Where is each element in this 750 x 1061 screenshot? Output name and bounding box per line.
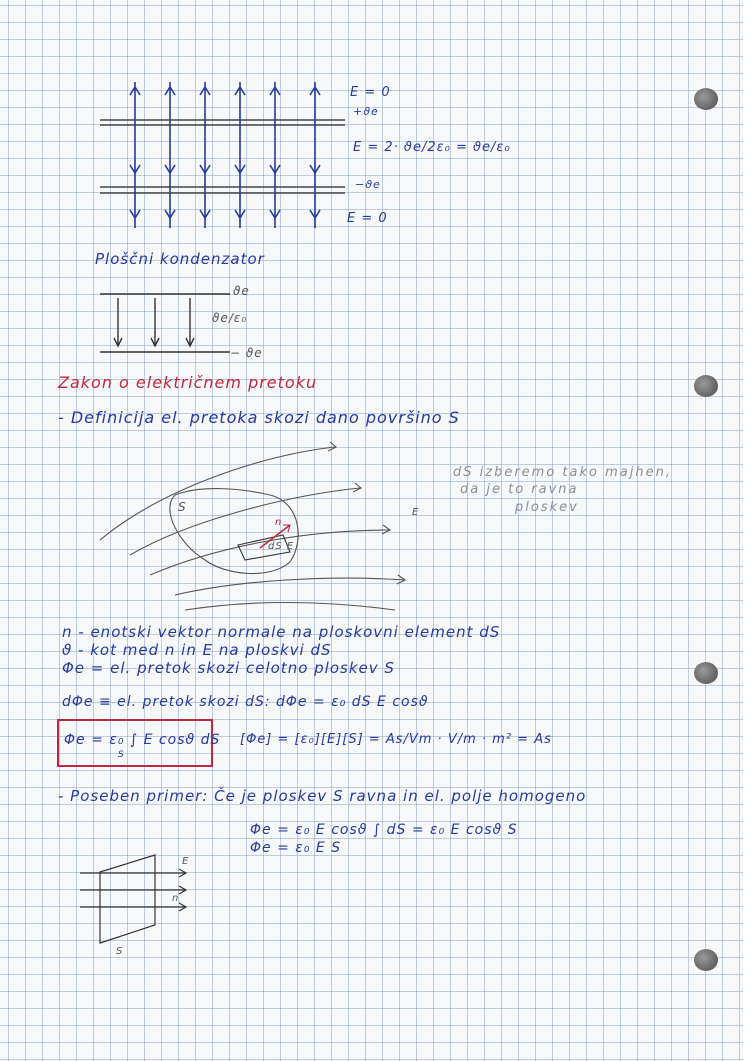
definition-theta: ϑ - kot med n in E na ploskvi dS bbox=[62, 641, 332, 659]
capacitor-diagram bbox=[100, 294, 230, 352]
e-zero-bottom-label: E = 0 bbox=[347, 211, 388, 226]
side-note-line-1: dS izberemo tako majhen, bbox=[453, 465, 672, 480]
definition-phi: Φe = el. pretok skozi celotno ploskev S bbox=[62, 659, 395, 677]
plus-charge-label: +ϑe bbox=[353, 105, 379, 118]
dphi-line: dΦe ≡ el. pretok skozi dS: dΦe = ε₀ dS E cosϑ bbox=[62, 694, 429, 710]
special-case-line: - Poseben primer: Če je ploskev S ravna in el. polje homogeno bbox=[58, 787, 587, 805]
ds-e-label: dS E bbox=[268, 541, 295, 552]
units-line: [Φe] = [ε₀][E][S] = As/Vm · V/m · m² = As bbox=[240, 732, 552, 747]
boxed-formula: Φe = ε₀ ∫ E cosϑ dS bbox=[64, 732, 221, 748]
minus-charge-label: −ϑe bbox=[355, 178, 381, 191]
capacitor-title: Ploščni kondenzator bbox=[95, 250, 265, 268]
field-e-label: E bbox=[412, 507, 420, 518]
plane-surface-diagram bbox=[80, 855, 186, 943]
boxed-formula-subscript: S bbox=[118, 750, 125, 760]
definition-n: n - enotski vektor normale na ploskovni element dS bbox=[62, 623, 501, 641]
normal-vector-label: n bbox=[275, 517, 283, 528]
arrowheads bbox=[130, 87, 320, 218]
side-note-line-3: ploskev bbox=[515, 500, 579, 515]
definition-line: - Definicija el. pretoka skozi dano površino S bbox=[58, 408, 460, 427]
side-note-line-2: da je to ravna bbox=[460, 482, 579, 497]
e-field-mid-label: E = 2· ϑe/2ε₀ = ϑe/ε₀ bbox=[353, 140, 511, 155]
capacitor-top-label: ϑe bbox=[233, 284, 250, 298]
capacitor-bottom-label: − ϑe bbox=[230, 346, 263, 360]
field-lines bbox=[135, 82, 315, 228]
section-heading: Zakon o električnem pretoku bbox=[58, 373, 318, 392]
plane-field-label: E bbox=[182, 856, 190, 867]
plane-normal-label: n bbox=[172, 893, 180, 904]
special-equation-1: Φe = ε₀ E cosϑ ∫ dS = ε₀ E cosϑ S bbox=[250, 822, 518, 838]
surface-s-label: S bbox=[178, 500, 187, 514]
e-zero-top-label: E = 0 bbox=[350, 85, 391, 100]
flux-surface-diagram bbox=[100, 442, 405, 610]
capacitor-field-label: ϑe/ε₀ bbox=[212, 311, 248, 325]
plane-surface-label: S bbox=[116, 946, 124, 957]
special-equation-2: Φe = ε₀ E S bbox=[250, 840, 342, 856]
parallel-planes-diagram bbox=[100, 82, 345, 228]
